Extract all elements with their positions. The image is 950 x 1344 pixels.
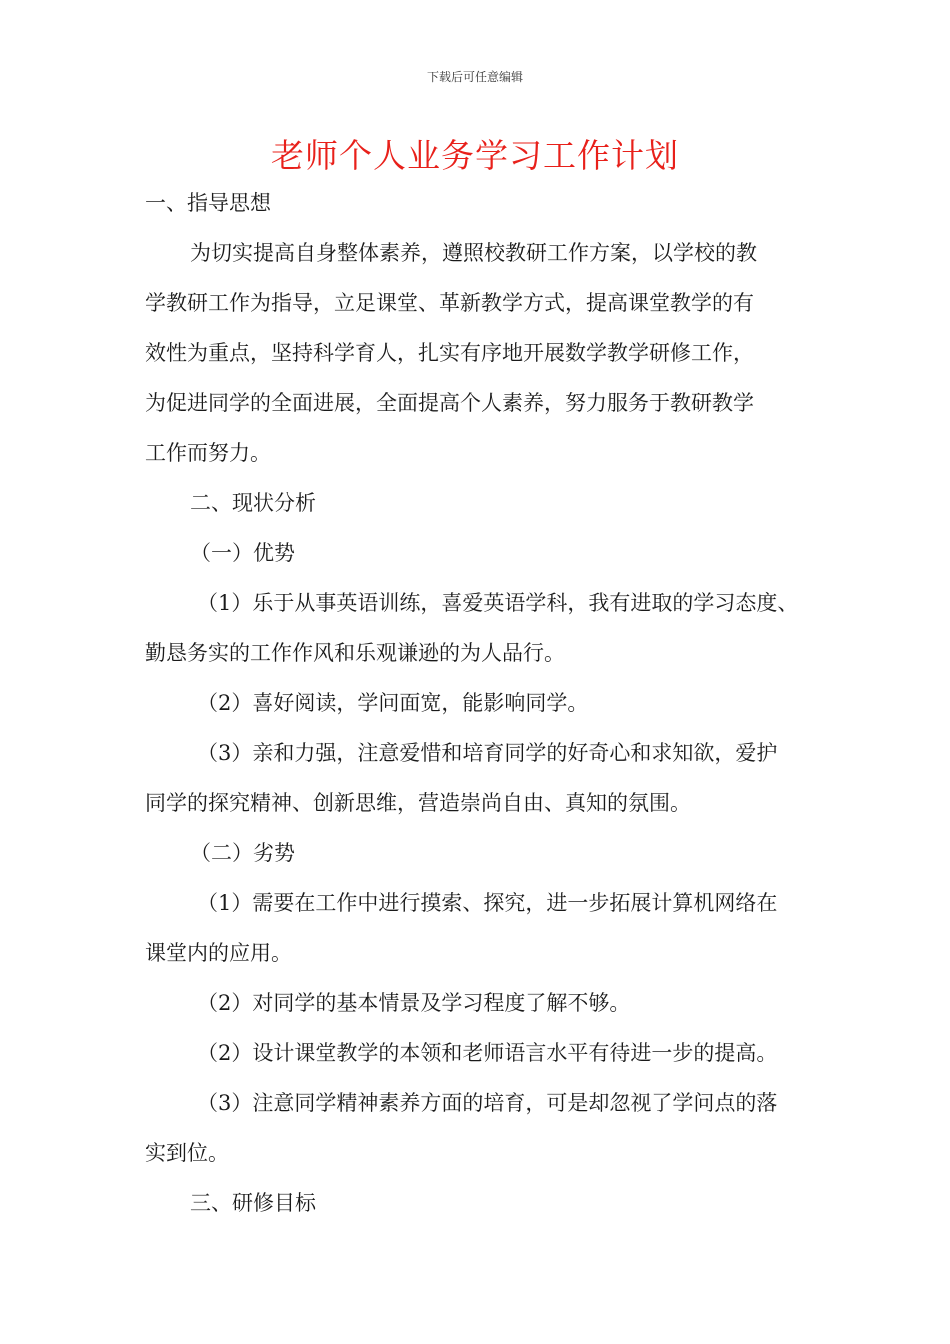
paragraph-line: 工作而努力。 xyxy=(145,441,271,465)
document-body xyxy=(145,178,825,1228)
list-item-line: （2）设计课堂教学的本领和老师语言水平有待进一步的提高。 xyxy=(197,1041,778,1065)
list-item-line: （3）亲和力强，注意爱惜和培育同学的好奇心和求知欲，爱护 xyxy=(197,741,778,765)
document-title: 老师个人业务学习工作计划 xyxy=(271,136,679,175)
header-note: 下载后可任意编辑 xyxy=(426,70,523,84)
list-item-line: （1）需要在工作中进行摸索、探究，进一步拓展计算机网络在 xyxy=(197,891,778,915)
list-item-line: （2）喜好阅读，学问面宽，能影响同学。 xyxy=(197,691,589,715)
paragraph-line: 为促进同学的全面进展，全面提高个人素养，努力服务于教研教学 xyxy=(145,391,754,415)
paragraph-line: 为切实提高自身整体素养，遵照校教研工作方案，以学校的教 xyxy=(190,241,757,265)
list-item-line: （1）乐于从事英语训练，喜爱英语学科，我有进取的学习态度、 xyxy=(197,591,799,615)
section-heading: 一、指导思想 xyxy=(145,191,271,215)
list-item-line: （3）注意同学精神素养方面的培育，可是却忽视了学问点的落 xyxy=(197,1091,778,1115)
list-item-line: （2）对同学的基本情景及学习程度了解不够。 xyxy=(197,991,631,1015)
list-item-line: 课堂内的应用。 xyxy=(145,941,292,965)
paragraph-line: 效性为重点，坚持科学育人，扎实有序地开展数学教学研修工作， xyxy=(145,341,754,365)
list-item-line: 勤恳务实的工作作风和乐观谦逊的为人品行。 xyxy=(145,641,565,665)
paragraph-line: 学教研工作为指导，立足课堂、革新教学方式，提高课堂教学的有 xyxy=(145,291,754,315)
list-item-line: 同学的探究精神、创新思维，营造崇尚自由、真知的氛围。 xyxy=(145,791,691,815)
subsection-heading: （二）劣势 xyxy=(190,841,295,865)
section-heading: 二、现状分析 xyxy=(190,491,316,515)
subsection-heading: （一）优势 xyxy=(190,541,295,565)
list-item-line: 实到位。 xyxy=(145,1141,229,1165)
section-heading: 三、研修目标 xyxy=(190,1191,316,1215)
